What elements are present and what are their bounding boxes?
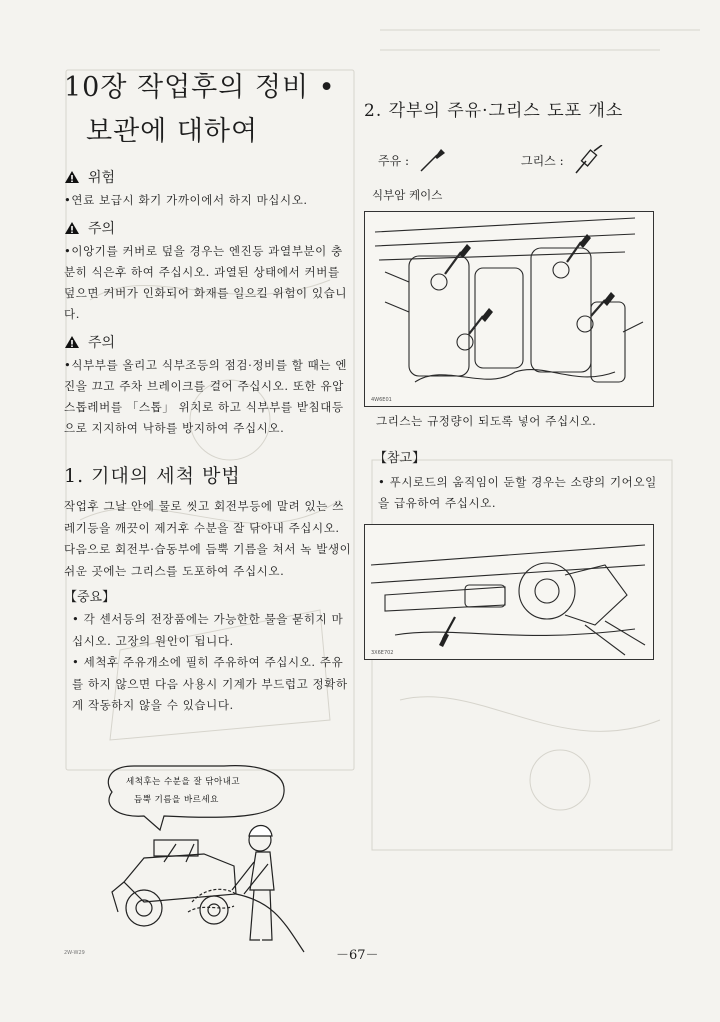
section2-title: 2. 각부의 주유·그리스 도포 개소 <box>364 101 624 121</box>
section1-title: 1. 기대의 세척 방법 <box>64 465 241 487</box>
caution-block-1 <box>64 217 354 325</box>
warning-triangle-icon <box>64 221 80 235</box>
planting-arm-case-drawing <box>365 212 653 406</box>
warning-triangle-icon <box>64 335 80 349</box>
figure2-code: 3X6E702 <box>371 650 394 656</box>
caution-text: •이앙기를 커버로 덮을 경우는 엔진등 과열부분이 충분히 식은후 하여 주십시오. 과열된 상태에서 커버를 덮으면 커버가 인화되어 화재를 일으킬 위험이 있습니다. <box>64 244 348 321</box>
lubrication-legend <box>364 143 664 177</box>
planting-arm-case-figure <box>364 211 654 407</box>
washing-cartoon-illustration <box>104 762 324 958</box>
important-note-1: • 각 센서등의 전장품에는 가능한한 물을 묻히지 마십시오. 고장의 원인이 됩니다. <box>72 612 344 648</box>
important-note-2: • 세척후 주유개소에 필히 주유하여 주십시오. 주유를 하지 않으면 다음 사용시 기계가 부드럽고 정확하게 작동하지 않을 수 있습니다. <box>72 655 348 712</box>
grease-label: 그리스 : <box>521 153 564 168</box>
figure1-code: 4W6E01 <box>371 397 392 403</box>
push-rod-drawing <box>365 525 653 659</box>
important-label: 【중요】 <box>64 590 116 605</box>
bubble-line1: 세척후는 수분을 잘 닦아내고 <box>126 777 241 787</box>
warning-triangle-icon <box>64 170 80 184</box>
chapter-title-line2: 보관에 대하여 <box>86 116 259 147</box>
danger-label: 위험 <box>88 170 116 186</box>
oil-can-icon <box>417 147 447 173</box>
footer-code: 2W-W29 <box>64 950 85 956</box>
caution-block-2 <box>64 331 354 439</box>
reference-text: • 푸시로드의 움직임이 둔할 경우는 소량의 기어오일을 급유하여 주십시오. <box>378 475 657 510</box>
section1-body: 작업후 그날 안에 물로 씻고 회전부등에 말려 있는 쓰레기등을 깨끗이 제거후 수분을 잘 닦아내 주십시오. 다음으로 회전부·습동부에 듬뿍 기름을 쳐서 녹 발생이 쉬운 곳에는 그리스를 도포하여 주십시오. <box>64 499 352 578</box>
left-column <box>64 66 354 717</box>
chapter-title-line1: 10장 작업후의 정비 • <box>64 72 336 103</box>
push-rod-figure <box>364 524 654 660</box>
grease-gun-icon <box>572 145 606 175</box>
page-number: －67－ <box>336 948 379 963</box>
reference-label: 【참고】 <box>374 451 426 466</box>
right-column <box>364 96 664 660</box>
danger-block <box>64 166 354 211</box>
figure1-note: 그리스는 규정량이 되도록 넣어 주십시오. <box>376 414 597 428</box>
danger-text: •연료 보급시 화기 가까이에서 하지 마십시오. <box>64 193 308 207</box>
caution-label: 주의 <box>88 335 116 351</box>
figure1-caption: 식부암 케이스 <box>372 188 443 202</box>
caution-label: 주의 <box>88 221 116 237</box>
caution-text: •식부부를 올리고 식부조등의 점검·정비를 할 때는 엔진을 끄고 주차 브레이크를 걸어 주십시오. 또한 유압스톱레버를 「스톱」 위치로 하고 식부부를 받침대등으로 지지하여 낙하를 방지하여 주십시오. <box>64 358 348 435</box>
bubble-line2: 듬뿍 기름을 바르세요 <box>134 795 219 805</box>
oil-label: 주유 : <box>378 153 410 168</box>
chapter-title <box>64 66 354 154</box>
